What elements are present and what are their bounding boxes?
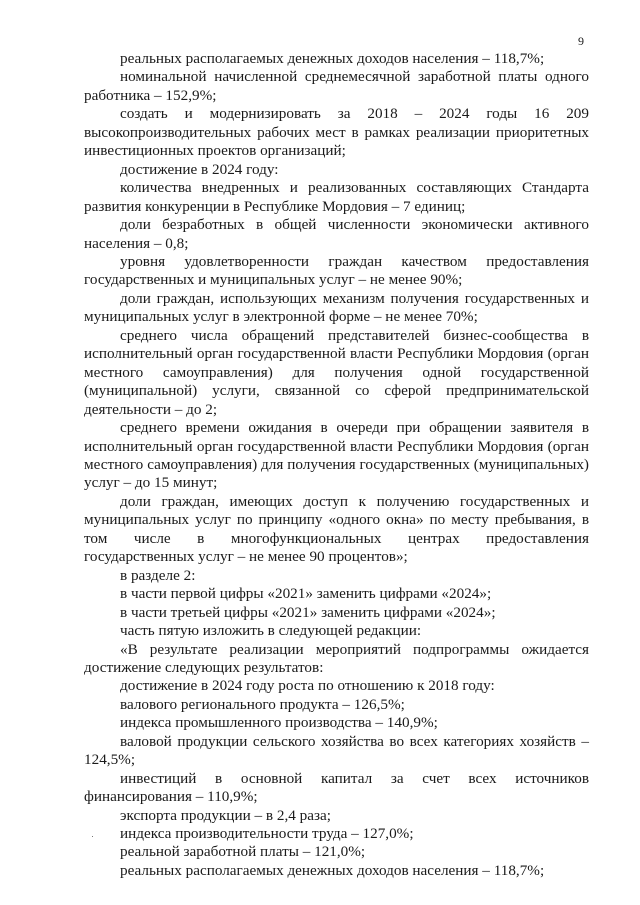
paragraph: часть пятую изложить в следующей редакции:: [120, 622, 422, 640]
document-body: [84, 50, 589, 880]
paragraph: в части третьей цифры «2021» заменить цифрами «2024»;: [120, 603, 496, 621]
paragraph: валового регионального продукта – 126,5%;: [120, 695, 405, 713]
paragraph: среднего числа обращений представителей бизнес-сообщества в исполнительный орган государственной власти Республики Мордовия (орган местного самоуправления) для получения одной государственной (муниципальной) услуги, связанной со сферой предпринимательской деятельности – до 2;: [84, 326, 589, 418]
page-number: 9: [578, 34, 584, 48]
paragraph: количества внедренных и реализованных составляющих Стандарта развития конкуренции в Республике Мордовия – 7 единиц;: [84, 179, 589, 215]
paragraph: экспорта продукции – в 2,4 раза;: [120, 806, 331, 824]
paragraph: среднего времени ожидания в очереди при обращении заявителя в исполнительный орган государственной власти Республики Мордовия (орган местного самоуправления) для получения государственных (муниципальных) услуг – до 15 минут;: [84, 419, 589, 492]
paragraph: создать и модернизировать за 2018 – 2024 годы 16 209 высокопроизводительных рабочих мест в рамках реализации приоритетных инвестиционных проектов организаций;: [84, 105, 589, 160]
paragraph: реальных располагаемых денежных доходов населения – 118,7%;: [120, 861, 545, 879]
paragraph: номинальной начисленной среднемесячной заработной платы одного работника – 152,9%;: [84, 68, 589, 104]
paragraph: индекса промышленного производства – 140,9%;: [120, 714, 438, 732]
paragraph: уровня удовлетворенности граждан качеством предоставления государственных и муниципальных услуг – не менее 90%;: [84, 252, 589, 289]
paragraph: реальной заработной платы – 121,0%;: [120, 843, 366, 861]
paragraph: в части первой цифры «2021» заменить цифрами «2024»;: [120, 585, 492, 603]
paragraph: валовой продукции сельского хозяйства во всех категориях хозяйств – 124,5%;: [84, 732, 589, 769]
paragraph: доли граждан, использующих механизм получения государственных и муниципальных услуг в электронной форме – не менее 70%;: [84, 289, 589, 326]
paragraph: инвестиций в основной капитал за счет всех источников финансирования – 110,9%;: [84, 769, 589, 806]
scan-speck: [92, 836, 93, 837]
paragraph: в разделе 2:: [120, 566, 196, 584]
paragraph: индекса производительности труда – 127,0%;: [120, 825, 414, 843]
paragraph: «В результате реализации мероприятий подпрограммы ожидается достижение следующих результатов:: [84, 640, 589, 676]
paragraph: достижение в 2024 году:: [120, 160, 279, 178]
paragraph: реальных располагаемых денежных доходов населения – 118,7%;: [120, 50, 545, 67]
paragraph: доли безработных в общей численности экономически активного населения – 0,8;: [84, 216, 589, 252]
paragraph: достижение в 2024 году роста по отношению к 2018 году:: [120, 677, 495, 695]
paragraph: доли граждан, имеющих доступ к получению государственных и муниципальных услуг по принципу «одного окна» по месту пребывания, в том числе в многофункциональных центрах предоставления государственных услуг – не менее 90 процентов»;: [84, 492, 589, 566]
